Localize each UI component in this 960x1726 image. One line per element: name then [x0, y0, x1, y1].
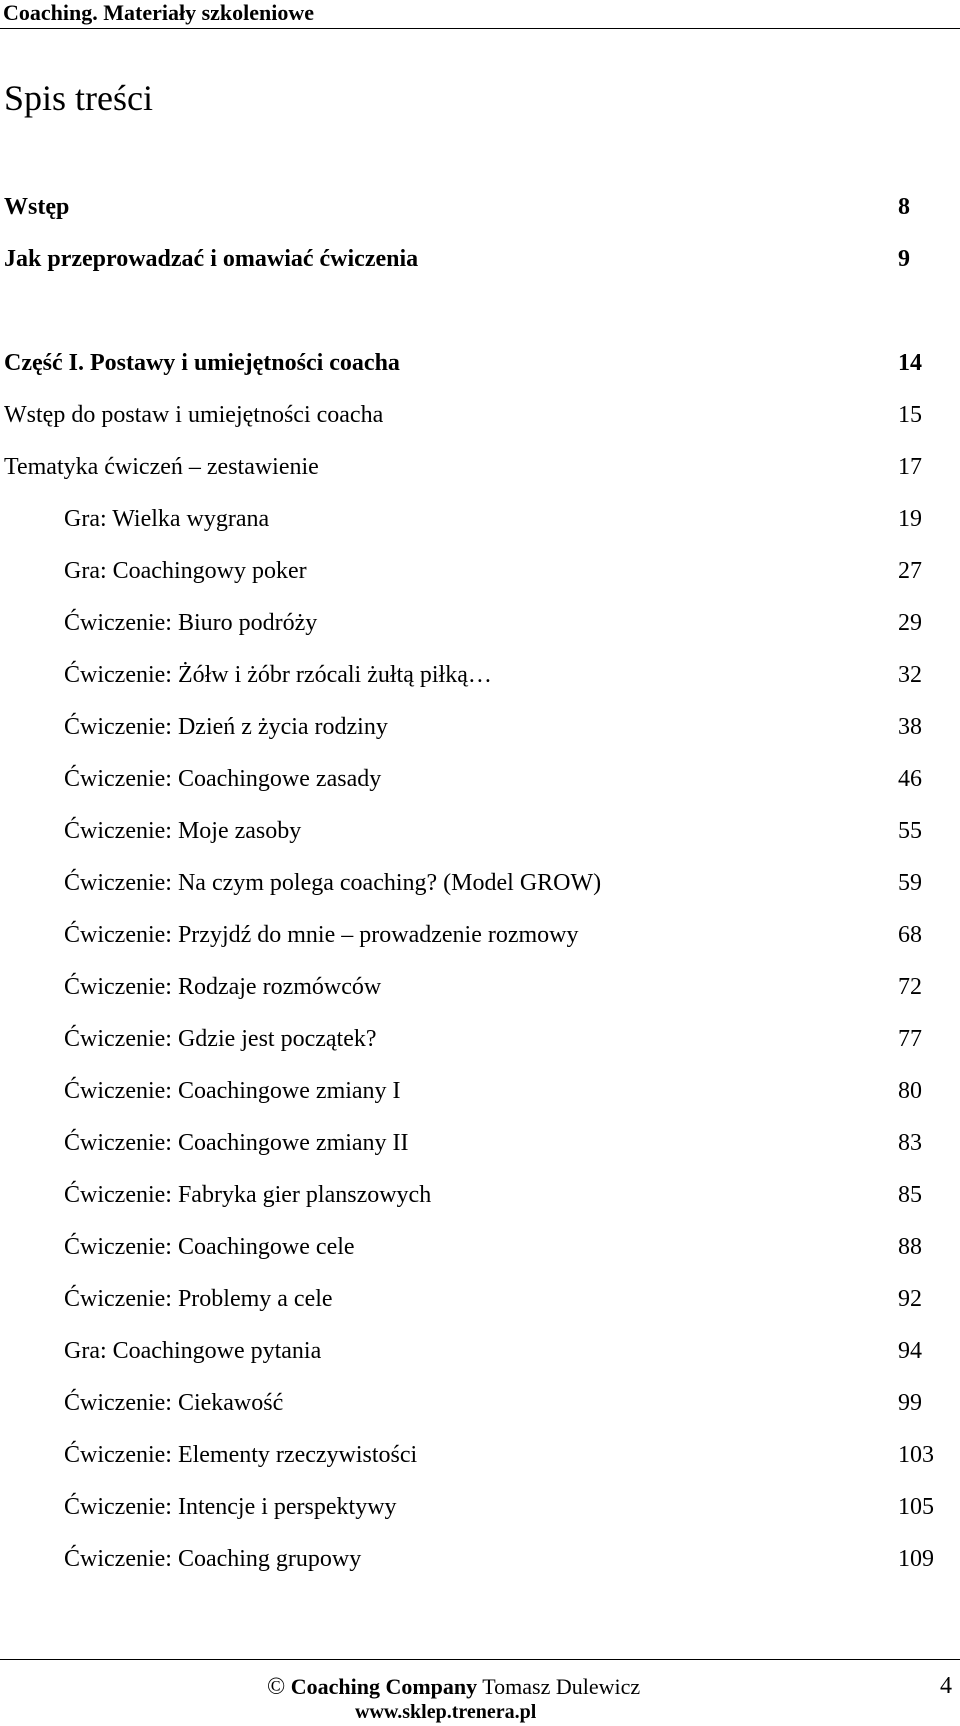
toc-entry-label: Ćwiczenie: Biuro podróży — [64, 610, 318, 636]
copyright-icon: © — [267, 1674, 286, 1700]
toc-entry — [0, 399, 960, 431]
toc-entry-label: Wstęp — [4, 194, 70, 220]
toc-entry — [0, 1335, 960, 1367]
toc-entry-label: Gra: Wielka wygrana — [64, 506, 270, 532]
toc-entry — [0, 607, 960, 639]
toc-entry-page: 59 — [898, 870, 922, 896]
toc-entry-page: 9 — [898, 246, 910, 272]
toc-entry-page: 32 — [898, 662, 922, 688]
toc-entry-page: 46 — [898, 766, 922, 792]
toc-entry-label: Ćwiczenie: Elementy rzeczywistości — [64, 1442, 418, 1468]
footer-website-link[interactable]: www.sklep.trenera.pl — [355, 1701, 537, 1723]
toc-entry-label: Ćwiczenie: Rodzaje rozmówców — [64, 974, 382, 1000]
toc-entry — [0, 867, 960, 899]
toc-entry — [0, 711, 960, 743]
page-number: 4 — [940, 1673, 952, 1699]
toc-entry — [0, 1543, 960, 1575]
toc-entry-page: 19 — [898, 506, 922, 532]
toc-entry-page: 103 — [898, 1442, 934, 1468]
toc-entry-page: 14 — [898, 350, 922, 376]
toc-entry-page: 92 — [898, 1286, 922, 1312]
toc-entry-page: 72 — [898, 974, 922, 1000]
toc-entry — [0, 1283, 960, 1315]
toc-entry — [0, 191, 960, 223]
toc-entry-label: Wstęp do postaw i umiejętności coacha — [4, 402, 384, 428]
toc-entry-label: Ćwiczenie: Problemy a cele — [64, 1286, 333, 1312]
toc-entry — [0, 555, 960, 587]
toc-entry-label: Ćwiczenie: Coachingowe zmiany I — [64, 1078, 401, 1104]
toc-entry-label: Ćwiczenie: Intencje i perspektywy — [64, 1494, 397, 1520]
toc-entry-page: 77 — [898, 1026, 922, 1052]
toc-entry-label: Część I. Postawy i umiejętności coacha — [4, 350, 400, 376]
toc-entry — [0, 1491, 960, 1523]
toc-entry-label: Ćwiczenie: Coachingowe zasady — [64, 766, 382, 792]
toc-entry-label: Ćwiczenie: Ciekawość — [64, 1390, 284, 1416]
toc-entry — [0, 659, 960, 691]
toc-entry-page: 8 — [898, 194, 910, 220]
footer-credit — [267, 1674, 640, 1700]
toc-entry-label: Ćwiczenie: Coachingowe cele — [64, 1234, 355, 1260]
toc-entry-label: Ćwiczenie: Moje zasoby — [64, 818, 302, 844]
toc-entry-page: 15 — [898, 402, 922, 428]
toc-entry-page: 17 — [898, 454, 922, 480]
toc-entry-page: 27 — [898, 558, 922, 584]
toc-entry-label: Ćwiczenie: Coachingowe zmiany II — [64, 1130, 409, 1156]
toc-entry — [0, 503, 960, 535]
toc-entry — [0, 919, 960, 951]
header-divider — [0, 28, 960, 29]
toc-entry — [0, 1127, 960, 1159]
toc-entry — [0, 815, 960, 847]
toc-entry-page: 99 — [898, 1390, 922, 1416]
toc-entry — [0, 971, 960, 1003]
toc-entry — [0, 451, 960, 483]
toc-entry-label: Jak przeprowadzać i omawiać ćwiczenia — [4, 246, 419, 272]
toc-entry-label: Ćwiczenie: Dzień z życia rodziny — [64, 714, 388, 740]
footer-author: Tomasz Dulewicz — [482, 1674, 641, 1699]
toc-entry-page: 85 — [898, 1182, 922, 1208]
toc-entry-label: Ćwiczenie: Przyjdź do mnie – prowadzenie rozmowy — [64, 922, 579, 948]
toc-entry-page: 109 — [898, 1546, 934, 1572]
toc-entry-page: 88 — [898, 1234, 922, 1260]
toc-entry-page: 94 — [898, 1338, 922, 1364]
footer-divider — [0, 1659, 960, 1660]
toc-entry — [0, 347, 960, 379]
toc-entry — [0, 1179, 960, 1211]
toc-entry-page: 68 — [898, 922, 922, 948]
toc-entry — [0, 763, 960, 795]
toc-entry-page: 80 — [898, 1078, 922, 1104]
toc-entry-label: Gra: Coachingowe pytania — [64, 1338, 322, 1364]
toc-entry-page: 29 — [898, 610, 922, 636]
toc-entry-label: Tematyka ćwiczeń – zestawienie — [4, 454, 319, 480]
toc-entry-label: Ćwiczenie: Coaching grupowy — [64, 1546, 362, 1572]
toc-entry-label: Ćwiczenie: Fabryka gier planszowych — [64, 1182, 432, 1208]
toc-entry — [0, 1023, 960, 1055]
toc-entry — [0, 243, 960, 275]
toc-entry-label: Ćwiczenie: Gdzie jest początek? — [64, 1026, 377, 1052]
toc-entry-label: Ćwiczenie: Na czym polega coaching? (Model GROW) — [64, 870, 602, 896]
footer-company: Coaching Company — [290, 1674, 478, 1699]
toc-entry — [0, 1387, 960, 1419]
running-header-title: Coaching. Materiały szkoleniowe — [3, 0, 315, 25]
toc-entry-label: Gra: Coachingowy poker — [64, 558, 307, 584]
toc-entry-page: 83 — [898, 1130, 922, 1156]
toc-entry-page: 38 — [898, 714, 922, 740]
toc-entry — [0, 1439, 960, 1471]
toc-title: Spis treści — [4, 78, 153, 118]
toc-entry-page: 105 — [898, 1494, 934, 1520]
toc-entry-label: Ćwiczenie: Żółw i żóbr rzócali żułtą piłką… — [64, 662, 492, 688]
toc-entry — [0, 1075, 960, 1107]
toc-entry — [0, 1231, 960, 1263]
toc-entry-page: 55 — [898, 818, 922, 844]
